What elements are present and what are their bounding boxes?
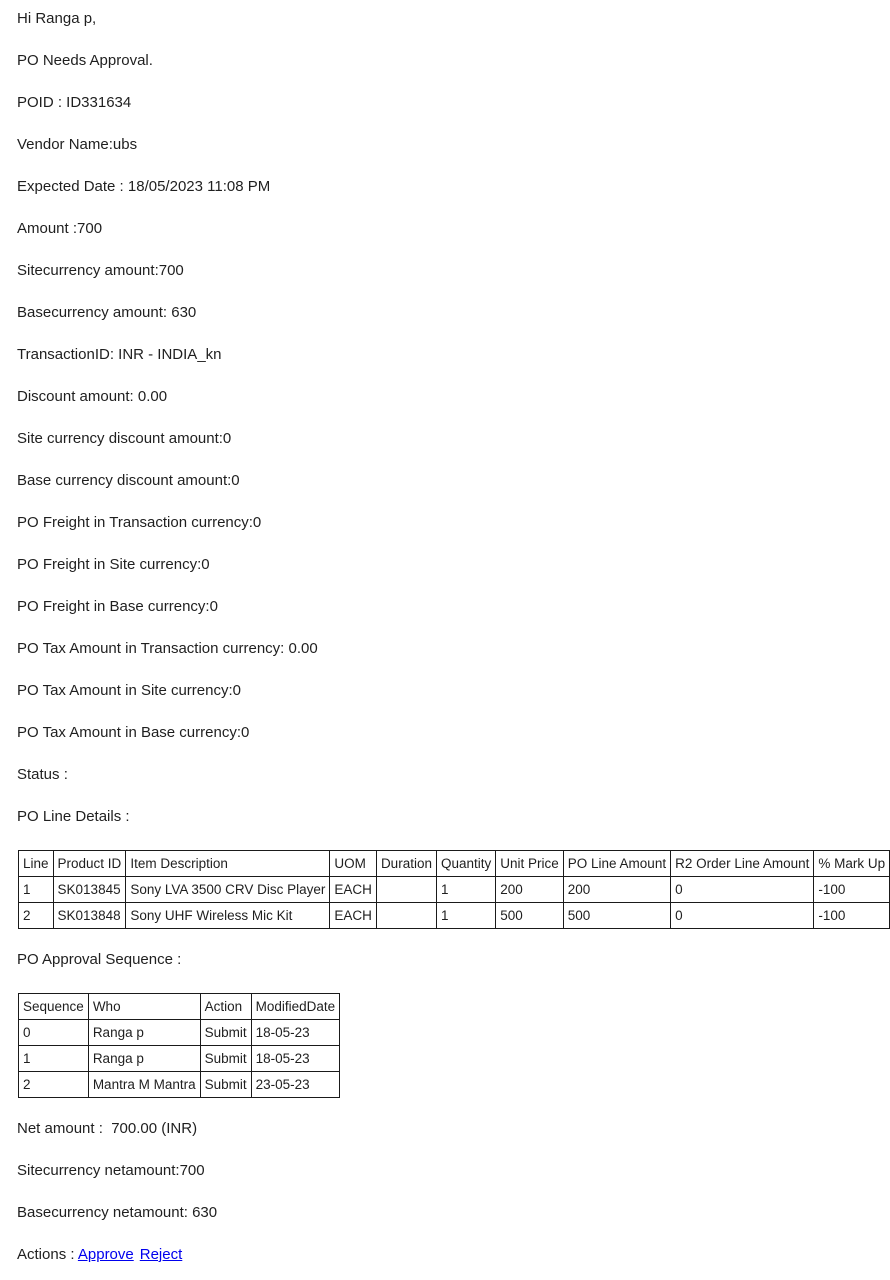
cell-who: Mantra M Mantra (88, 1072, 200, 1098)
cell-line: 1 (19, 877, 54, 903)
cell-duration (376, 903, 436, 929)
sitecurrency-amount-line: Sitecurrency amount:700 (17, 262, 184, 279)
po-tax-base-line: PO Tax Amount in Base currency:0 (17, 724, 250, 741)
header-uom: UOM (330, 851, 377, 877)
header-sequence: Sequence (19, 994, 89, 1020)
po-freight-transaction-line: PO Freight in Transaction currency:0 (17, 514, 262, 531)
cell-quantity: 1 (436, 903, 495, 929)
po-approval-sequence-heading: PO Approval Sequence : (17, 951, 182, 968)
cell-po-line-amount: 500 (563, 903, 670, 929)
cell-sequence: 2 (19, 1072, 89, 1098)
header-unit-price: Unit Price (496, 851, 564, 877)
reject-link[interactable]: Reject (139, 1246, 183, 1263)
cell-who: Ranga p (88, 1020, 200, 1046)
cell-r2-order-line-amount: 0 (671, 903, 814, 929)
table-row (19, 1020, 340, 1046)
cell-uom: EACH (330, 903, 377, 929)
cell-action: Submit (200, 1020, 251, 1046)
amount-line: Amount :700 (17, 220, 103, 237)
cell-sequence: 0 (19, 1020, 89, 1046)
cell-modified-date: 18-05-23 (251, 1020, 340, 1046)
table-row (19, 903, 890, 929)
discount-amount-line: Discount amount: 0.00 (17, 388, 168, 405)
net-amount-line: Net amount : 700.00 (INR) (17, 1120, 198, 1137)
cell-mark-up: -100 (814, 903, 890, 929)
po-tax-transaction-line: PO Tax Amount in Transaction currency: 0.00 (17, 640, 318, 657)
table-header-row (19, 994, 340, 1020)
header-line: Line (19, 851, 54, 877)
cell-sequence: 1 (19, 1046, 89, 1072)
poid-line: POID : ID331634 (17, 94, 132, 111)
header-modified-date: ModifiedDate (251, 994, 340, 1020)
cell-unit-price: 500 (496, 903, 564, 929)
cell-unit-price: 200 (496, 877, 564, 903)
cell-uom: EACH (330, 877, 377, 903)
po-freight-base-line: PO Freight in Base currency:0 (17, 598, 218, 615)
header-action: Action (200, 994, 251, 1020)
po-line-details-table (18, 850, 890, 929)
cell-duration (376, 877, 436, 903)
header-duration: Duration (376, 851, 436, 877)
greeting: Hi Ranga p, (17, 10, 97, 27)
actions-label: Actions : (17, 1246, 75, 1263)
cell-quantity: 1 (436, 877, 495, 903)
po-tax-site-line: PO Tax Amount in Site currency:0 (17, 682, 241, 699)
base-currency-discount-line: Base currency discount amount:0 (17, 472, 240, 489)
site-currency-discount-line: Site currency discount amount:0 (17, 430, 232, 447)
cell-product-id: SK013845 (53, 877, 126, 903)
cell-item-description: Sony UHF Wireless Mic Kit (126, 903, 330, 929)
vendor-name-line: Vendor Name:ubs (17, 136, 138, 153)
cell-r2-order-line-amount: 0 (671, 877, 814, 903)
header-mark-up: % Mark Up (814, 851, 890, 877)
po-approval-sequence-table (18, 993, 340, 1098)
po-line-details-heading: PO Line Details : (17, 808, 130, 825)
table-header-row (19, 851, 890, 877)
cell-modified-date: 18-05-23 (251, 1046, 340, 1072)
header-r2-order-line-amount: R2 Order Line Amount (671, 851, 814, 877)
cell-action: Submit (200, 1046, 251, 1072)
header-quantity: Quantity (436, 851, 495, 877)
basecurrency-netamount-line: Basecurrency netamount: 630 (17, 1204, 218, 1221)
actions-line (17, 1246, 790, 1263)
status-line: Status : (17, 766, 68, 783)
cell-action: Submit (200, 1072, 251, 1098)
cell-line: 2 (19, 903, 54, 929)
sitecurrency-netamount-line: Sitecurrency netamount:700 (17, 1162, 205, 1179)
table-row (19, 877, 890, 903)
approve-link[interactable]: Approve (77, 1246, 134, 1263)
header-who: Who (88, 994, 200, 1020)
cell-item-description: Sony LVA 3500 CRV Disc Player (126, 877, 330, 903)
cell-mark-up: -100 (814, 877, 890, 903)
cell-who: Ranga p (88, 1046, 200, 1072)
approval-message: PO Needs Approval. (17, 52, 153, 69)
cell-modified-date: 23-05-23 (251, 1072, 340, 1098)
transaction-id-line: TransactionID: INR - INDIA_kn (17, 346, 222, 363)
header-po-line-amount: PO Line Amount (563, 851, 670, 877)
cell-product-id: SK013848 (53, 903, 126, 929)
cell-po-line-amount: 200 (563, 877, 670, 903)
header-product-id: Product ID (53, 851, 126, 877)
expected-date-line: Expected Date : 18/05/2023 11:08 PM (17, 178, 271, 195)
po-freight-site-line: PO Freight in Site currency:0 (17, 556, 210, 573)
header-item-description: Item Description (126, 851, 330, 877)
basecurrency-amount-line: Basecurrency amount: 630 (17, 304, 197, 321)
table-row (19, 1046, 340, 1072)
table-row (19, 1072, 340, 1098)
